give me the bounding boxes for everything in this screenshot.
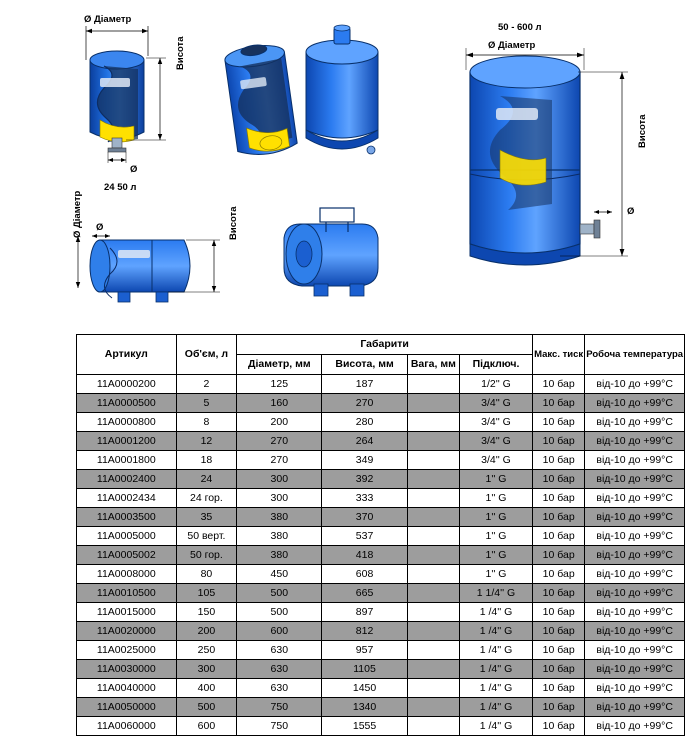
header-volume: Об'єм, л [176,335,237,375]
cell-temperature: від-10 до +99°C [585,622,685,641]
cell-volume: 8 [176,413,237,432]
cell-connection: 1'' G [460,565,533,584]
cell-pressure: 10 бар [532,565,584,584]
cell-temperature: від-10 до +99°C [585,432,685,451]
cell-height: 957 [322,641,407,660]
cell-article: 11A0005000 [77,527,177,546]
cell-temperature: від-10 до +99°C [585,413,685,432]
cell-volume: 24 [176,470,237,489]
cell-connection: 1'' G [460,470,533,489]
cell-weight [407,698,459,717]
cell-height: 392 [322,470,407,489]
cell-volume: 50 гор. [176,546,237,565]
cell-temperature: від-10 до +99°C [585,698,685,717]
cell-pressure: 10 бар [532,660,584,679]
cell-pressure: 10 бар [532,622,584,641]
cell-pressure: 10 бар [532,451,584,470]
label-diameter-right-small: Ø [627,206,635,217]
cell-pressure: 10 бар [532,546,584,565]
cell-diameter: 270 [237,432,322,451]
cell-connection: 1'' G [460,546,533,565]
caption-24-50: 24 50 л [104,182,137,193]
cell-weight [407,641,459,660]
cell-weight [407,622,459,641]
cell-weight [407,717,459,736]
cell-article: 11A0002434 [77,489,177,508]
table-row [77,660,685,679]
tank-vertical-plain [306,25,378,154]
cell-weight [407,565,459,584]
table-row [77,375,685,394]
cell-article: 11A0001800 [77,451,177,470]
cell-volume: 80 [176,565,237,584]
table-row [77,641,685,660]
cell-temperature: від-10 до +99°C [585,470,685,489]
cell-article: 11A0025000 [77,641,177,660]
cell-connection: 1 1/4'' G [460,584,533,603]
cell-pressure: 10 бар [532,375,584,394]
cell-article: 11A0015000 [77,603,177,622]
cell-pressure: 10 бар [532,470,584,489]
cell-height: 1450 [322,679,407,698]
cell-diameter: 500 [237,603,322,622]
cell-diameter: 750 [237,698,322,717]
cell-article: 11A0000800 [77,413,177,432]
cell-pressure: 10 бар [532,679,584,698]
cell-weight [407,603,459,622]
cell-diameter: 270 [237,451,322,470]
cell-diameter: 125 [237,375,322,394]
cell-diameter: 500 [237,584,322,603]
cell-weight [407,375,459,394]
tank-cutaway-angled [223,41,298,158]
cell-weight [407,470,459,489]
cell-height: 264 [322,432,407,451]
cell-diameter: 380 [237,527,322,546]
header-pressure [532,335,584,375]
cell-connection: 1 /4'' G [460,698,533,717]
cell-temperature: від-10 до +99°C [585,394,685,413]
cell-connection: 1'' G [460,508,533,527]
cell-article: 11A0010500 [77,584,177,603]
table-header-row-1 [77,335,685,355]
cell-connection: 1 /4'' G [460,603,533,622]
table-row [77,527,685,546]
cell-diameter: 630 [237,679,322,698]
cell-article: 11A0008000 [77,565,177,584]
cell-temperature: від-10 до +99°C [585,565,685,584]
cell-weight [407,451,459,470]
table-row [77,470,685,489]
cell-height: 418 [322,546,407,565]
table-row [77,394,685,413]
cell-diameter: 300 [237,470,322,489]
cell-article: 11A0003500 [77,508,177,527]
tank-cutaway-vertical [86,26,166,163]
cell-pressure: 10 бар [532,432,584,451]
cell-height: 1340 [322,698,407,717]
header-dimensions: Габарити [237,335,533,355]
header-article: Артикул [77,335,177,375]
cell-weight [407,489,459,508]
label-height-right: Висота [637,114,648,148]
cell-diameter: 630 [237,641,322,660]
product-illustrations [0,0,700,326]
header-weight: Вага, мм [407,355,459,375]
table-row [77,698,685,717]
cell-height: 270 [322,394,407,413]
label-diameter-small-bottom: Ø [96,222,104,233]
cell-volume: 5 [176,394,237,413]
table-row [77,508,685,527]
table-row [77,717,685,736]
cell-article: 11A0000200 [77,375,177,394]
cell-weight [407,546,459,565]
cell-pressure: 10 бар [532,717,584,736]
cell-height: 608 [322,565,407,584]
header-diameter: Діаметр, мм [237,355,322,375]
cell-connection: 1 /4'' G [460,717,533,736]
cell-pressure: 10 бар [532,584,584,603]
label-diameter-right: Ø Діаметр [488,40,536,51]
label-diameter-top-left: Ø Діаметр [84,14,132,25]
cell-article: 11A0050000 [77,698,177,717]
cell-temperature: від-10 до +99°C [585,717,685,736]
cell-weight [407,527,459,546]
cell-pressure: 10 бар [532,394,584,413]
cell-connection: 1 /4'' G [460,622,533,641]
table-body [77,375,685,736]
cell-weight [407,432,459,451]
cell-connection: 1/2'' G [460,375,533,394]
cell-volume: 250 [176,641,237,660]
cell-volume: 35 [176,508,237,527]
cell-volume: 600 [176,717,237,736]
cell-height: 1105 [322,660,407,679]
cell-height: 280 [322,413,407,432]
cell-weight [407,584,459,603]
cell-pressure: 10 бар [532,508,584,527]
cell-height: 370 [322,508,407,527]
cell-weight [407,413,459,432]
cell-height: 349 [322,451,407,470]
cell-height: 1555 [322,717,407,736]
table-row [77,451,685,470]
cell-article: 11A0040000 [77,679,177,698]
cell-article: 11A0002400 [77,470,177,489]
cell-pressure: 10 бар [532,641,584,660]
tank-large-vertical [466,48,628,265]
label-height-left: Висота [175,36,186,70]
header-height: Висота, мм [322,355,407,375]
cell-temperature: від-10 до +99°C [585,451,685,470]
cell-temperature: від-10 до +99°C [585,584,685,603]
cell-temperature: від-10 до +99°C [585,679,685,698]
cell-article: 11A0001200 [77,432,177,451]
table-row [77,413,685,432]
table-row [77,489,685,508]
table-row [77,565,685,584]
cell-diameter: 630 [237,660,322,679]
cell-diameter: 200 [237,413,322,432]
cell-pressure: 10 бар [532,413,584,432]
cell-temperature: від-10 до +99°C [585,489,685,508]
cell-pressure: 10 бар [532,527,584,546]
cell-diameter: 450 [237,565,322,584]
cell-volume: 50 верт. [176,527,237,546]
cell-height: 537 [322,527,407,546]
cell-connection: 1 /4'' G [460,641,533,660]
cell-height: 812 [322,622,407,641]
cell-volume: 500 [176,698,237,717]
cell-temperature: від-10 до +99°C [585,641,685,660]
cell-connection: 3/4'' G [460,394,533,413]
cell-diameter: 160 [237,394,322,413]
cell-article: 11A0020000 [77,622,177,641]
cell-connection: 1'' G [460,527,533,546]
cell-volume: 300 [176,660,237,679]
cell-diameter: 380 [237,546,322,565]
cell-temperature: від-10 до +99°C [585,603,685,622]
cell-diameter: 600 [237,622,322,641]
cell-diameter: 380 [237,508,322,527]
table-row [77,622,685,641]
cell-volume: 150 [176,603,237,622]
cell-temperature: від-10 до +99°C [585,660,685,679]
label-diameter-bottom-left: Ø Діаметр [72,190,83,238]
cell-pressure: 10 бар [532,603,584,622]
cell-temperature: від-10 до +99°C [585,546,685,565]
table-row [77,679,685,698]
cell-volume: 200 [176,622,237,641]
header-temperature [585,335,685,375]
cell-diameter: 300 [237,489,322,508]
cell-weight [407,508,459,527]
header-pressure-text: Макс. тиск [534,349,584,360]
tank-horizontal-cutaway [76,234,220,302]
cell-volume: 105 [176,584,237,603]
cell-weight [407,394,459,413]
cell-article: 11A0005002 [77,546,177,565]
cell-article: 11A0060000 [77,717,177,736]
cell-temperature: від-10 до +99°C [585,527,685,546]
cell-connection: 1'' G [460,489,533,508]
cell-pressure: 10 бар [532,698,584,717]
cell-connection: 1 /4'' G [460,660,533,679]
cell-volume: 24 гор. [176,489,237,508]
cell-connection: 1 /4'' G [460,679,533,698]
table-row [77,546,685,565]
header-connection: Підключ. [460,355,533,375]
cell-connection: 3/4'' G [460,413,533,432]
cell-height: 665 [322,584,407,603]
cell-volume: 2 [176,375,237,394]
cell-temperature: від-10 до +99°C [585,508,685,527]
table-row [77,603,685,622]
cell-article: 11A0000500 [77,394,177,413]
cell-weight [407,679,459,698]
cell-height: 897 [322,603,407,622]
label-diameter-bottom-left-small: Ø [130,164,138,175]
table-row [77,432,685,451]
cell-temperature: від-10 до +99°C [585,375,685,394]
cell-article: 11A0030000 [77,660,177,679]
cell-volume: 12 [176,432,237,451]
tank-horizontal-perspective [284,208,378,296]
label-range-right: 50 - 600 л [498,22,542,33]
cell-connection: 3/4'' G [460,432,533,451]
cell-connection: 3/4'' G [460,451,533,470]
cell-weight [407,660,459,679]
label-height-bottom: Висота [228,206,239,240]
diagram-area [0,0,700,326]
table-row [77,584,685,603]
cell-height: 187 [322,375,407,394]
cell-pressure: 10 бар [532,489,584,508]
cell-volume: 400 [176,679,237,698]
cell-diameter: 750 [237,717,322,736]
header-temperature-text: Робоча температура [586,349,684,360]
cell-height: 333 [322,489,407,508]
cell-volume: 18 [176,451,237,470]
specifications-table [76,334,685,736]
